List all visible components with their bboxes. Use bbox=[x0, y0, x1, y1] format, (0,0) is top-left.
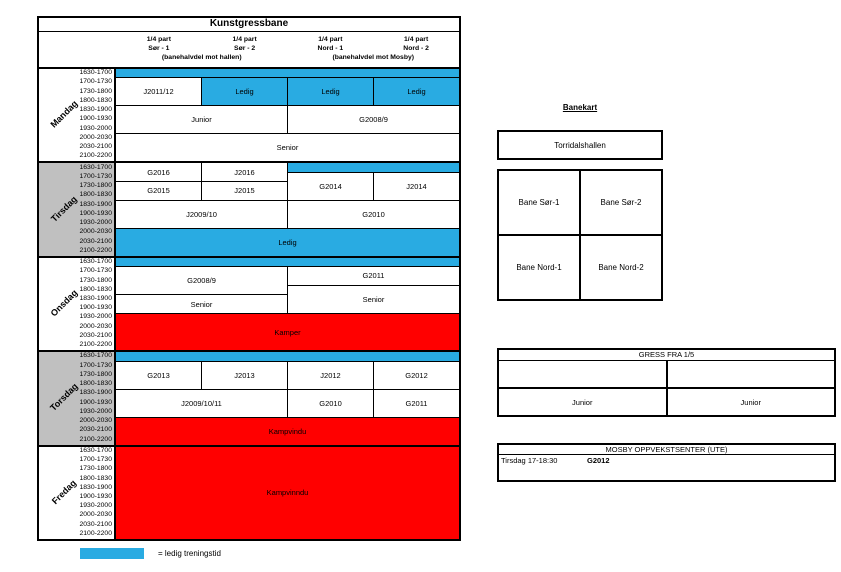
column-header-nord-1 bbox=[288, 35, 374, 53]
schedule-cell: Junior bbox=[116, 106, 287, 133]
time-slot: 1700-1730 bbox=[79, 172, 112, 180]
time-slot: 1700-1730 bbox=[79, 267, 112, 275]
gress-title: GRESS FRA 1/5 bbox=[499, 350, 834, 361]
mosby-table bbox=[497, 443, 836, 482]
schedule-cell: G2011 bbox=[288, 267, 459, 285]
schedule-cell: G2008/9 bbox=[116, 267, 287, 294]
time-slot: 1730-1800 bbox=[79, 465, 112, 473]
time-slot: 1800-1830 bbox=[79, 96, 112, 104]
schedule-cell: Ledig bbox=[116, 229, 459, 256]
schedule-cell bbox=[116, 258, 459, 266]
schedule-cell: Ledig bbox=[202, 78, 287, 105]
time-slot: 1930-2000 bbox=[79, 219, 112, 227]
schedule-cell: J2011/12 bbox=[116, 78, 201, 105]
free-time-swatch bbox=[80, 548, 144, 559]
column-header-part: 1/4 part bbox=[318, 36, 343, 43]
column-header-name: Nord - 2 bbox=[403, 45, 429, 52]
schedule-cell: G2014 bbox=[288, 173, 373, 200]
time-slot: 2000-2030 bbox=[79, 322, 112, 330]
column-header-nord-2 bbox=[373, 35, 459, 53]
schedule-cell: J2015 bbox=[202, 182, 287, 200]
column-header-name: Sør - 2 bbox=[234, 45, 256, 52]
time-slot: 2000-2030 bbox=[79, 228, 112, 236]
field-sor-1: Bane Sør-1 bbox=[499, 171, 579, 234]
day-block-fredag bbox=[39, 445, 459, 539]
column-header-part: 1/4 part bbox=[404, 36, 429, 43]
time-column bbox=[72, 447, 112, 539]
schedule-cell: G2008/9 bbox=[288, 106, 459, 133]
time-slot: 1900-1930 bbox=[79, 304, 112, 312]
gress-cell: Junior bbox=[499, 389, 668, 415]
time-slot: 1630-1700 bbox=[79, 69, 112, 77]
schedule-cell: G2011 bbox=[374, 390, 459, 417]
schedule-cell: Kampvinndu bbox=[116, 447, 459, 539]
time-slot: 2100-2200 bbox=[79, 435, 112, 443]
schedule-cell: J2016 bbox=[202, 163, 287, 181]
gress-cell bbox=[668, 361, 835, 387]
time-slot: 1730-1800 bbox=[79, 276, 112, 284]
schedule-cell: G2012 bbox=[374, 362, 459, 389]
time-slot: 2030-2100 bbox=[79, 520, 112, 528]
day-block-tirsdag bbox=[39, 161, 459, 255]
time-slot: 2000-2030 bbox=[79, 133, 112, 141]
day-name: Torsdag bbox=[48, 381, 80, 414]
schedule-cell: G2015 bbox=[116, 182, 201, 200]
gress-table bbox=[497, 348, 836, 417]
time-slot: 1900-1930 bbox=[79, 398, 112, 406]
time-slot: 1800-1830 bbox=[79, 191, 112, 199]
field-nord-1: Bane Nord-1 bbox=[499, 236, 579, 299]
time-column bbox=[72, 258, 112, 350]
time-slot: 2100-2200 bbox=[79, 246, 112, 254]
column-header-part: 1/4 part bbox=[146, 36, 171, 43]
header-spacer bbox=[39, 35, 116, 53]
day-label-cell bbox=[39, 69, 116, 161]
schedule-cell: Kamper bbox=[116, 314, 459, 350]
schedule-cell: Senior bbox=[288, 286, 459, 313]
schedule-cell: Ledig bbox=[374, 78, 459, 105]
day-block-torsdag bbox=[39, 350, 459, 444]
gress-cell bbox=[499, 361, 668, 387]
column-header-name: Nord - 1 bbox=[317, 45, 344, 52]
time-slot: 1930-2000 bbox=[79, 124, 112, 132]
time-column bbox=[72, 69, 112, 161]
schedule-cell: G2013 bbox=[116, 362, 201, 389]
time-slot: 1900-1930 bbox=[79, 209, 112, 217]
day-label-cell bbox=[39, 352, 116, 444]
schedule-days bbox=[39, 69, 459, 539]
time-slot: 1930-2000 bbox=[79, 313, 112, 321]
mosby-entry-team: G2012 bbox=[587, 456, 610, 465]
mosby-title: MOSBY OPPVEKSTSENTER (UTE) bbox=[499, 445, 834, 455]
schedule-cell: J2014 bbox=[374, 173, 459, 200]
time-slot: 1630-1700 bbox=[79, 258, 112, 266]
schedule-table bbox=[37, 16, 461, 541]
day-label-cell bbox=[39, 447, 116, 539]
day-grid bbox=[116, 163, 459, 255]
time-slot: 1700-1730 bbox=[79, 361, 112, 369]
schedule-cell bbox=[116, 69, 459, 77]
day-block-onsdag bbox=[39, 256, 459, 350]
schedule-cell: Senior bbox=[116, 134, 459, 161]
schedule-cell: G2010 bbox=[288, 201, 459, 228]
time-slot: 1930-2000 bbox=[79, 407, 112, 415]
time-slot: 1800-1830 bbox=[79, 380, 112, 388]
time-slot: 2000-2030 bbox=[79, 511, 112, 519]
time-slot: 2030-2100 bbox=[79, 143, 112, 151]
time-slot: 1900-1930 bbox=[79, 493, 112, 501]
hall-box: Torridalshallen bbox=[497, 130, 663, 160]
header-spacer bbox=[39, 53, 116, 62]
day-grid bbox=[116, 447, 459, 539]
column-header-sor-2 bbox=[202, 35, 288, 53]
time-slot: 1800-1830 bbox=[79, 474, 112, 482]
time-slot: 1830-1900 bbox=[79, 483, 112, 491]
schedule-cell: G2016 bbox=[116, 163, 201, 181]
column-header-name: Sør - 1 bbox=[148, 45, 170, 52]
banekart-title: Banekart bbox=[562, 103, 598, 112]
schedule-cell: J2009/10/11 bbox=[116, 390, 287, 417]
schedule-cell bbox=[288, 163, 459, 171]
schedule-cell: G2010 bbox=[288, 390, 373, 417]
day-name: Fredag bbox=[49, 477, 79, 506]
half-note-hallen: (banehalvdel mot hallen) bbox=[161, 54, 242, 61]
time-slot: 2030-2100 bbox=[79, 331, 112, 339]
time-slot: 1730-1800 bbox=[79, 182, 112, 190]
time-slot: 2100-2200 bbox=[79, 529, 112, 537]
time-column bbox=[72, 163, 112, 255]
time-slot: 1930-2000 bbox=[79, 502, 112, 510]
time-slot: 1630-1700 bbox=[79, 163, 112, 171]
day-name: Mandag bbox=[48, 98, 80, 130]
time-slot: 1730-1800 bbox=[79, 370, 112, 378]
time-slot: 1830-1900 bbox=[79, 200, 112, 208]
schedule-cell bbox=[116, 352, 459, 360]
time-slot: 1800-1830 bbox=[79, 285, 112, 293]
schedule-cell: J2012 bbox=[288, 362, 373, 389]
time-slot: 2000-2030 bbox=[79, 417, 112, 425]
day-name: Tirsdag bbox=[49, 193, 79, 224]
schedule-title: Kunstgressbane bbox=[39, 18, 459, 32]
field-sor-2: Bane Sør-2 bbox=[581, 171, 661, 234]
time-slot: 2030-2100 bbox=[79, 426, 112, 434]
schedule-cell: Ledig bbox=[288, 78, 373, 105]
mosby-entry-time: Tirsdag 17-18:30 bbox=[501, 456, 558, 465]
time-slot: 1830-1900 bbox=[79, 294, 112, 302]
schedule-cell: Kampvindu bbox=[116, 418, 459, 445]
time-slot: 1900-1930 bbox=[79, 115, 112, 123]
schedule-cell: Senior bbox=[116, 295, 287, 313]
time-slot: 1830-1900 bbox=[79, 389, 112, 397]
time-column bbox=[72, 352, 112, 444]
time-slot: 2100-2200 bbox=[79, 152, 112, 160]
gress-cell: Junior bbox=[740, 397, 761, 407]
day-label-cell bbox=[39, 258, 116, 350]
time-slot: 1630-1700 bbox=[79, 352, 112, 360]
column-header-sor-1 bbox=[116, 35, 202, 53]
schedule-cell: J2009/10 bbox=[116, 201, 287, 228]
day-grid bbox=[116, 69, 459, 161]
schedule-header bbox=[39, 32, 459, 69]
field-map bbox=[497, 169, 663, 301]
day-grid bbox=[116, 258, 459, 350]
field-nord-2: Bane Nord-2 bbox=[581, 236, 661, 299]
time-slot: 1830-1900 bbox=[79, 106, 112, 114]
half-note-mosby: (banehalvdel mot Mosby) bbox=[332, 54, 415, 61]
day-grid bbox=[116, 352, 459, 444]
time-slot: 1630-1700 bbox=[79, 446, 112, 454]
day-block-mandag bbox=[39, 69, 459, 161]
time-slot: 1700-1730 bbox=[79, 78, 112, 86]
legend bbox=[80, 548, 221, 559]
time-slot: 2100-2200 bbox=[79, 341, 112, 349]
column-header-part: 1/4 part bbox=[232, 36, 257, 43]
legend-label: = ledig treningstid bbox=[158, 549, 221, 558]
day-label-cell bbox=[39, 163, 116, 255]
time-slot: 1730-1800 bbox=[79, 87, 112, 95]
time-slot: 1700-1730 bbox=[79, 456, 112, 464]
day-name: Onsdag bbox=[48, 287, 80, 319]
time-slot: 2030-2100 bbox=[79, 237, 112, 245]
schedule-cell: J2013 bbox=[202, 362, 287, 389]
